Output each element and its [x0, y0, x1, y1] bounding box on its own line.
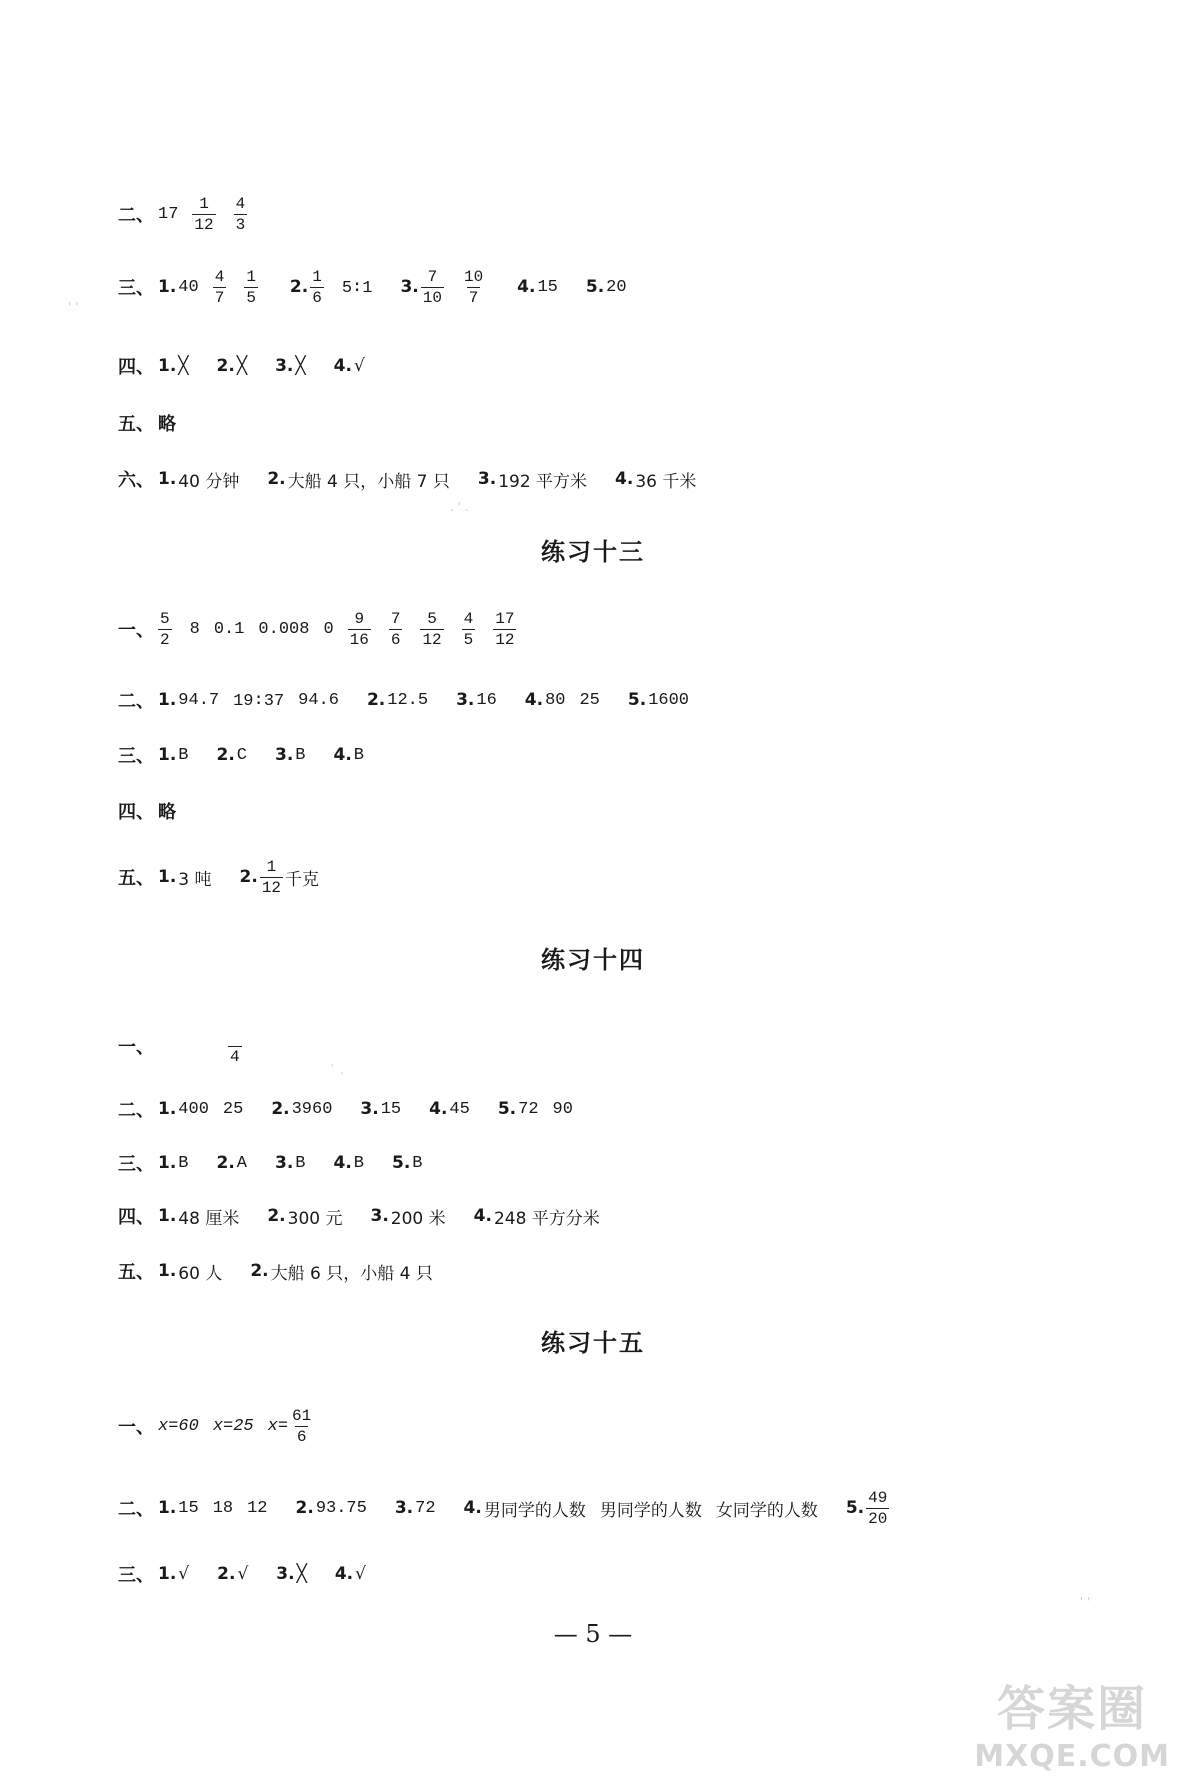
item-number: 3.	[370, 1206, 389, 1226]
item-number: 2.	[267, 469, 286, 489]
item-number: 4.	[333, 356, 352, 376]
section-heading-ex14: 练习十四	[541, 946, 645, 974]
section-label: 二、	[118, 205, 154, 226]
answer-value: C	[236, 745, 247, 765]
answer-value: 略	[158, 802, 176, 823]
item-number: 5.	[497, 1099, 517, 1119]
answer-line-4	[118, 1192, 614, 1240]
item-number: 3.	[275, 356, 294, 376]
answer-value: 3960	[291, 1099, 333, 1119]
answer-mark: √	[237, 1564, 249, 1584]
answer-line-4	[118, 787, 180, 835]
section-label: 四、	[118, 802, 154, 823]
answer-value: 大船 4 只，小船 7 只	[287, 471, 450, 492]
answer-mark: ╳	[178, 356, 189, 376]
answer-value: 千克	[285, 869, 320, 890]
answer-line-1	[118, 1402, 331, 1450]
fraction: $\frac{7}{6}$	[390, 609, 401, 649]
answer-value: 72	[415, 1498, 436, 1518]
answer-value: 94.6	[298, 690, 339, 710]
section-label: 五、	[118, 1262, 154, 1283]
item-number: 2.	[295, 1498, 314, 1518]
fraction: 4	[230, 1047, 240, 1066]
answer-value: 80	[545, 690, 566, 710]
answer-value: 男同学的人数	[483, 1500, 586, 1521]
item-number: 2.	[289, 277, 309, 297]
item-number: 2.	[217, 1564, 236, 1584]
answer-value: x=	[267, 1416, 289, 1436]
answer-value: 3 吨	[178, 869, 212, 890]
item-number: 3.	[477, 469, 497, 489]
item-number: 2.	[271, 1099, 290, 1119]
answer-value: B	[353, 745, 364, 765]
item-number: 4.	[333, 1153, 352, 1173]
item-number: 3.	[360, 1099, 379, 1119]
answer-value: 5∶1	[341, 278, 373, 298]
fraction: $\frac{4}{5}$	[463, 609, 474, 649]
item-number: 1.	[158, 1153, 177, 1173]
answer-value: 25	[222, 1099, 244, 1119]
fraction: $\frac{9}{16}$	[349, 609, 369, 649]
answer-value: 大船 6 只，小船 4 只	[270, 1263, 433, 1284]
answer-value: 12	[247, 1498, 268, 1518]
answer-value: 300 元	[287, 1208, 343, 1229]
answer-value: 16	[476, 690, 497, 710]
answer-value: 15	[537, 277, 558, 297]
section-label: 六、	[118, 470, 154, 491]
answer-mark: √	[355, 1564, 366, 1584]
answer-value: 12.5	[387, 690, 429, 710]
fraction: $\frac{4}{3}$	[235, 194, 246, 234]
answer-line-5	[118, 853, 333, 901]
section-label: 四、	[118, 357, 154, 378]
answer-value: 17	[158, 204, 179, 224]
section-label: 五、	[118, 868, 154, 889]
answer-value: x=25	[212, 1416, 254, 1436]
section-label: 三、	[118, 278, 154, 299]
item-number: 2.	[216, 356, 235, 376]
item-number: 1.	[158, 745, 177, 765]
item-number: 4.	[333, 745, 352, 765]
item-number: 2.	[239, 867, 258, 887]
section-label: 三、	[118, 1154, 154, 1175]
item-number: 1.	[158, 277, 177, 297]
item-number: 4.	[615, 469, 634, 489]
section-heading-ex13: 练习十三	[541, 538, 645, 566]
answer-value: 200 米	[390, 1208, 446, 1229]
answer-mark: ╳	[295, 356, 306, 376]
answer-value: 48 厘米	[178, 1208, 240, 1229]
answer-value: 1600	[648, 690, 689, 710]
answer-value: 0.008	[258, 619, 310, 639]
item-number: 4.	[334, 1564, 354, 1584]
page-number: — 5 —	[553, 1620, 633, 1648]
section-label: 一、	[118, 620, 154, 641]
fraction: $\frac{61}{6}$	[292, 1406, 312, 1446]
fraction: $\frac{1}{12}$	[261, 857, 282, 897]
answer-line-3	[118, 1550, 380, 1598]
item-number: 1.	[158, 356, 177, 376]
watermark-url: MXQE.COM	[974, 1739, 1170, 1774]
answer-line-6	[118, 455, 710, 503]
answer-value: 20	[606, 277, 627, 297]
answer-value: 40	[178, 277, 199, 297]
section-label: 三、	[118, 746, 154, 767]
section-label: 一、	[118, 1417, 154, 1438]
item-number: 5.	[585, 277, 605, 297]
answer-mark: √	[353, 356, 365, 376]
item-number: 5.	[845, 1498, 865, 1518]
answer-value: A	[236, 1153, 247, 1173]
answer-value: B	[353, 1153, 364, 1173]
answer-line-5	[118, 1247, 447, 1295]
fraction: $\frac{10}{7}$	[463, 267, 484, 307]
answer-value: B	[412, 1153, 423, 1173]
answer-value: 0.1	[213, 619, 245, 639]
section-label: 二、	[118, 1499, 154, 1520]
answer-value: 400	[178, 1099, 209, 1119]
item-number: 4.	[463, 1498, 482, 1518]
fraction: $\frac{4}{7}$	[214, 267, 225, 307]
answer-value: 36 千米	[635, 471, 697, 492]
section-heading-ex15: 练习十五	[541, 1329, 645, 1357]
section-label: 五、	[118, 414, 154, 435]
item-number: 4.	[524, 690, 544, 710]
item-number: 4.	[517, 277, 536, 297]
item-number: 5.	[627, 690, 647, 710]
item-number: 3.	[275, 1153, 294, 1173]
scan-speck: ` .	[330, 1063, 344, 1077]
answer-value: 93.75	[315, 1498, 367, 1518]
item-number: 1.	[158, 469, 177, 489]
item-number: 1.	[158, 1564, 177, 1584]
section-label: 三、	[118, 1565, 154, 1586]
item-number: 2.	[216, 1153, 235, 1173]
item-number: 2.	[250, 1261, 269, 1281]
answer-value: 248 平方分米	[493, 1208, 600, 1229]
fraction: $\frac{17}{12}$	[495, 609, 515, 649]
item-number: 5.	[392, 1153, 411, 1173]
section-label: 二、	[118, 691, 154, 712]
watermark-logo	[974, 1670, 1170, 1774]
fraction: $\frac{1}{6}$	[312, 267, 322, 307]
answer-line-1	[118, 605, 534, 653]
answer-line-3	[118, 263, 641, 311]
watermark-text: 答案圈	[997, 1681, 1148, 1737]
item-number: 1.	[158, 1206, 177, 1226]
item-number: 2.	[267, 1206, 286, 1226]
section-label: 四、	[118, 1207, 154, 1228]
answer-value: 略	[158, 414, 176, 435]
item-number: 1.	[158, 1498, 177, 1518]
answer-line-1	[118, 1022, 260, 1070]
answer-value: 0	[323, 619, 334, 639]
scan-speck: ' '	[68, 300, 79, 314]
item-number: 4.	[473, 1206, 492, 1226]
fraction: $\frac{7}{10}$	[422, 267, 442, 307]
answer-line-2	[118, 190, 265, 238]
section-label: 一、	[118, 1037, 154, 1058]
answer-line-2	[118, 676, 703, 724]
answer-mark: ╳	[296, 1564, 307, 1584]
fraction: $\frac{5}{12}$	[422, 609, 442, 649]
item-number: 1.	[158, 1099, 177, 1119]
answer-value: 女同学的人数	[715, 1500, 818, 1521]
item-number: 1.	[158, 690, 177, 710]
answer-value: 90	[552, 1099, 573, 1119]
item-number: 1.	[158, 1261, 177, 1281]
scan-speck: ' '	[1080, 1595, 1091, 1609]
answer-value: 60 人	[178, 1263, 223, 1284]
answer-value: B	[295, 745, 306, 765]
answer-value: 40 分钟	[178, 471, 240, 492]
answer-line-2	[118, 1085, 587, 1133]
answer-value: 19∶37	[233, 691, 285, 711]
answer-line-5	[118, 399, 180, 447]
answer-value: 8	[189, 619, 200, 639]
fraction: $\frac{1}{5}$	[246, 267, 256, 307]
fraction: $\frac{49}{20}$	[868, 1488, 888, 1528]
section-label: 二、	[118, 1100, 154, 1121]
answer-mark: √	[178, 1564, 190, 1584]
answer-value: 15	[178, 1498, 199, 1518]
answer-value: 18	[212, 1498, 234, 1518]
answer-value: 男同学的人数	[599, 1500, 702, 1521]
answer-mark: ╳	[236, 356, 248, 376]
answer-value: x=60	[158, 1416, 199, 1436]
item-number: 1.	[158, 867, 177, 887]
answer-value: B	[295, 1153, 306, 1173]
answer-value: 94.7	[178, 690, 220, 710]
answer-line-3	[118, 1139, 437, 1187]
answer-value: 72	[518, 1099, 539, 1119]
item-number: 3.	[394, 1498, 414, 1518]
answer-value: 15	[380, 1099, 402, 1119]
answer-line-2	[118, 1484, 907, 1532]
item-number: 4.	[429, 1099, 448, 1119]
answer-value: B	[178, 745, 189, 765]
item-number: 2.	[366, 690, 386, 710]
answer-value: B	[178, 1153, 189, 1173]
fraction: $\frac{5}{2}$	[160, 609, 170, 649]
item-number: 2.	[216, 745, 235, 765]
answer-value: 45	[449, 1099, 470, 1119]
answer-line-4	[118, 342, 379, 390]
answer-value: 25	[579, 690, 600, 710]
answer-line-3	[118, 731, 378, 779]
answer-value: 192 平方米	[498, 471, 588, 492]
item-number: 3.	[276, 1564, 295, 1584]
scan-speck: . ' .	[450, 500, 469, 514]
item-number: 3.	[400, 277, 419, 297]
item-number: 3.	[456, 690, 475, 710]
item-number: 3.	[275, 745, 294, 765]
fraction: $\frac{1}{12}$	[194, 194, 214, 234]
